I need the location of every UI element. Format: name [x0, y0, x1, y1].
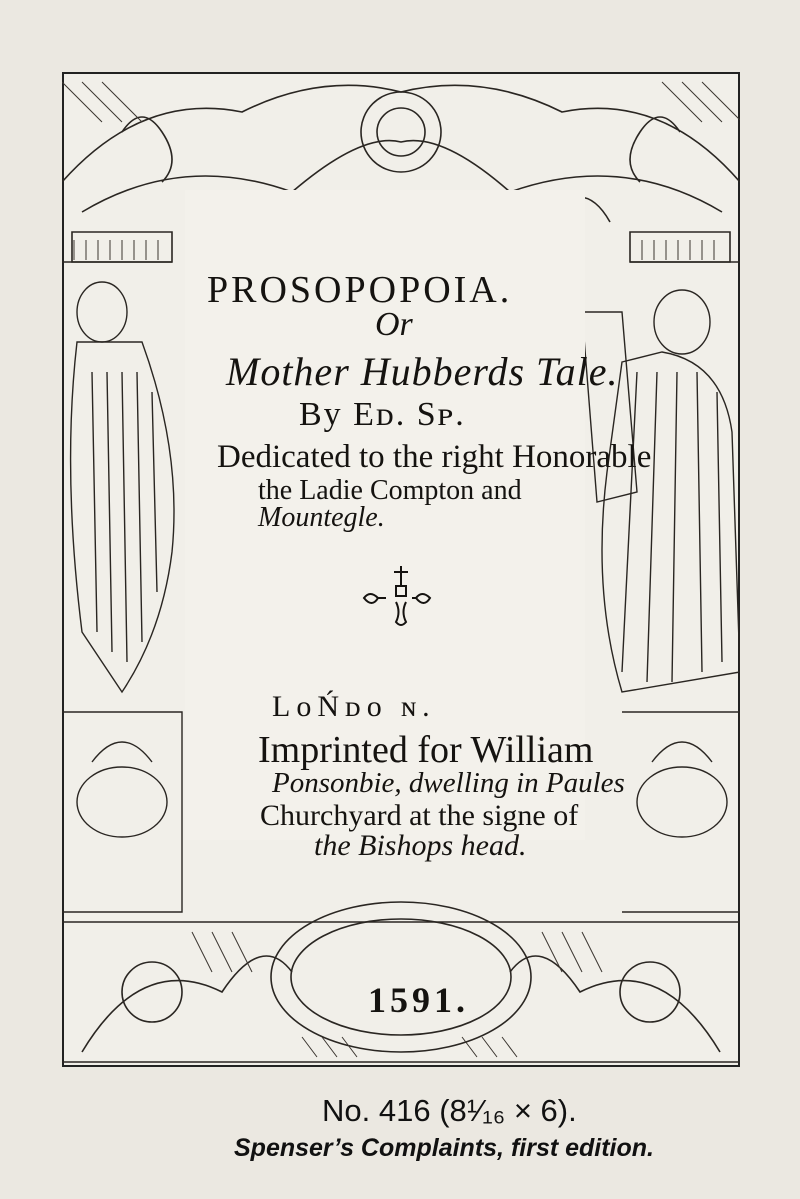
title-or: Or — [375, 306, 413, 343]
dedication-line-2: the Ladie Compton and — [258, 475, 522, 506]
imprint-line-2: Ponsonbie, dwelling in Paules — [272, 767, 625, 799]
catalogue-description: Spenser’s Complaints, first edition. — [234, 1134, 654, 1162]
author-line: By Eᴅ. Sᴘ. — [299, 396, 466, 433]
catalogue-number: No. 416 (8¹⁄₁₆ × 6). — [322, 1093, 577, 1128]
book-title: PROSOPOPOIA. — [207, 269, 513, 311]
dedication-line-3: Mountegle. — [258, 502, 385, 533]
imprint-line-4: the Bishops head. — [314, 829, 527, 862]
dedication-line-1: Dedicated to the right Honorable — [217, 439, 652, 475]
imprint-line-3: Churchyard at the signe of — [260, 799, 579, 832]
imprint-line-1: Imprinted for William — [258, 729, 594, 771]
imprint-place: LᴏŃᴅᴏ ɴ. — [272, 690, 436, 723]
book-subtitle: Mother Hubberds Tale. — [226, 349, 619, 394]
printers-mark-icon — [356, 558, 446, 638]
imprint-year: 1591. — [368, 980, 469, 1020]
